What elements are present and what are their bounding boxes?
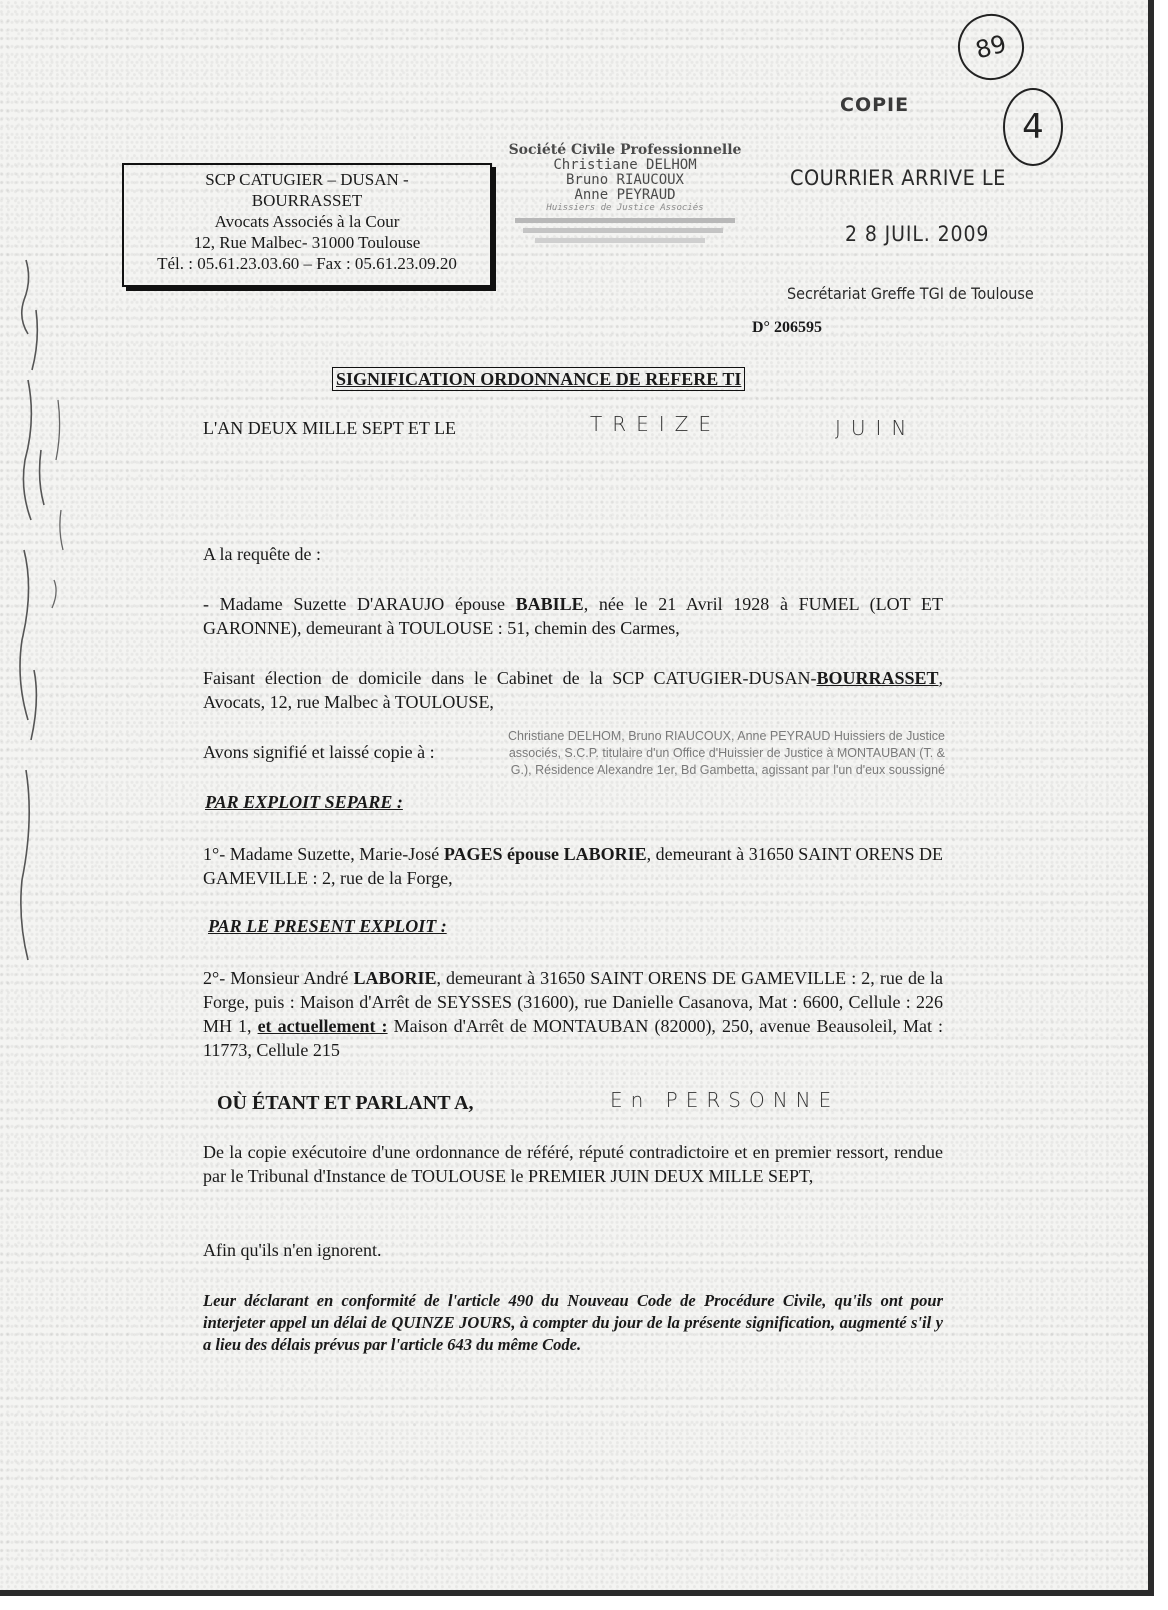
parlant-line: OÙ ÉTANT ET PARLANT A, xyxy=(217,1092,474,1114)
stamp-line-3: Bruno RIAUCOUX xyxy=(565,172,684,188)
copie-stamp: COPIE xyxy=(840,94,910,116)
huissier-faint-stamp: Christiane DELHOM, Bruno RIAUCOUX, Anne PEYRAUD Huissiers de Justice associés, S.C.P. titulaire d'un Office d'Huissier de Justice à MONTAUBAN (T. & G.), Résidence Alexandre 1er, Bd Gambetta, agissant par l'un d'eux soussigné xyxy=(508,729,945,777)
copie-executoire-paragraph: De la copie exécutoire d'une ordonnance de référé, réputé contradictoire et en premier ressort, rendue par le Tribunal d'Instance de TOULOUSE le PREMIER JUIN DEUX MILLE SEPT, xyxy=(203,1142,943,1186)
lawyer-address-box xyxy=(122,163,492,287)
stamp-line-1: Société Civile Professionnelle xyxy=(508,142,742,158)
lawyer-line-4: 12, Rue Malbec- 31000 Toulouse xyxy=(193,233,421,252)
domicile-paragraph: Faisant élection de domicile dans le Cabinet de la SCP CATUGIER-DUSAN-BOURRASSET, Avocats, 12, rue Malbec à TOULOUSE, xyxy=(203,668,943,712)
stamp-line-5: Huissiers de Justice Associés xyxy=(546,203,704,213)
document-title: SIGNIFICATION ORDONNANCE DE REFERE TI xyxy=(332,367,745,391)
signifie-label: Avons signifié et laissé copie à : xyxy=(203,742,435,762)
document-reference: D° 206595 xyxy=(752,319,822,336)
huissier-stamp xyxy=(500,143,750,252)
arrival-title: COURRIER ARRIVE LE xyxy=(790,166,1006,190)
lawyer-line-1: SCP CATUGIER – DUSAN - xyxy=(205,170,409,189)
arrival-secretariat: Secrétariat Greffe TGI de Toulouse xyxy=(787,284,1034,303)
margin-handwriting xyxy=(6,250,76,980)
party-2-paragraph: 2°- Monsieur André LABORIE, demeurant à 31650 SAINT ORENS DE GAMEVILLE : 2, rue de la Forge, puis : Maison d'Arrêt de SEYSSES (31600), rue Danielle Casanova, Mat : 6600, Cellule : 226 MH 1, et actuellement : Maison d'Arrêt de MONTAUBAN (82000), 250, avenue Beausoleil, Mat : 11773, Cellule 215 xyxy=(203,968,944,1060)
handwritten-parlant: En PERSONNE xyxy=(610,1088,840,1112)
handwritten-day: TREIZE xyxy=(590,412,721,436)
requerant-paragraph: - Madame Suzette D'ARAUJO épouse BABILE, née le 21 Avril 1928 à FUMEL (LOT ET GARONNE), demeurant à TOULOUSE : 51, chemin des Carmes, xyxy=(203,594,944,638)
exploit-separe-heading: PAR EXPLOIT SEPARE : xyxy=(205,792,403,812)
stamp-line-4: Anne PEYRAUD xyxy=(574,187,676,203)
lawyer-line-3: Avocats Associés à la Cour xyxy=(214,212,400,231)
present-exploit-heading: PAR LE PRESENT EXPLOIT : xyxy=(208,916,447,936)
circled-number-top: 89 xyxy=(951,7,1032,88)
arrival-date: 2 8 JUIL. 2009 xyxy=(845,222,990,246)
appeal-notice: Leur déclarant en conformité de l'article 490 du Nouveau Code de Procédure Civile, qu'ils ont pour interjeter appel un délai de QUINZE JOURS, à compter du jour de la présente signification, augmenté s'il y a lieu des délais prévus par l'article 643 du même Code. xyxy=(203,1291,943,1354)
requete-label: A la requête de : xyxy=(203,544,321,564)
circled-page-number: 4 xyxy=(1003,88,1063,166)
year-line: L'AN DEUX MILLE SEPT ET LE xyxy=(203,418,457,438)
stamp-illegible-lines xyxy=(505,214,745,248)
afin-line: Afin qu'ils n'en ignorent. xyxy=(203,1240,382,1260)
lawyer-line-2: BOURRASSET xyxy=(251,191,363,210)
party-1-paragraph: 1°- Madame Suzette, Marie-José PAGES épouse LABORIE, demeurant à 31650 SAINT ORENS DE GAMEVILLE : 2, rue de la Forge, xyxy=(203,844,944,888)
handwritten-month: JUIN xyxy=(835,416,917,440)
lawyer-line-5: Tél. : 05.61.23.03.60 – Fax : 05.61.23.09.20 xyxy=(157,254,457,273)
stamp-line-2: Christiane DELHOM xyxy=(553,157,697,173)
